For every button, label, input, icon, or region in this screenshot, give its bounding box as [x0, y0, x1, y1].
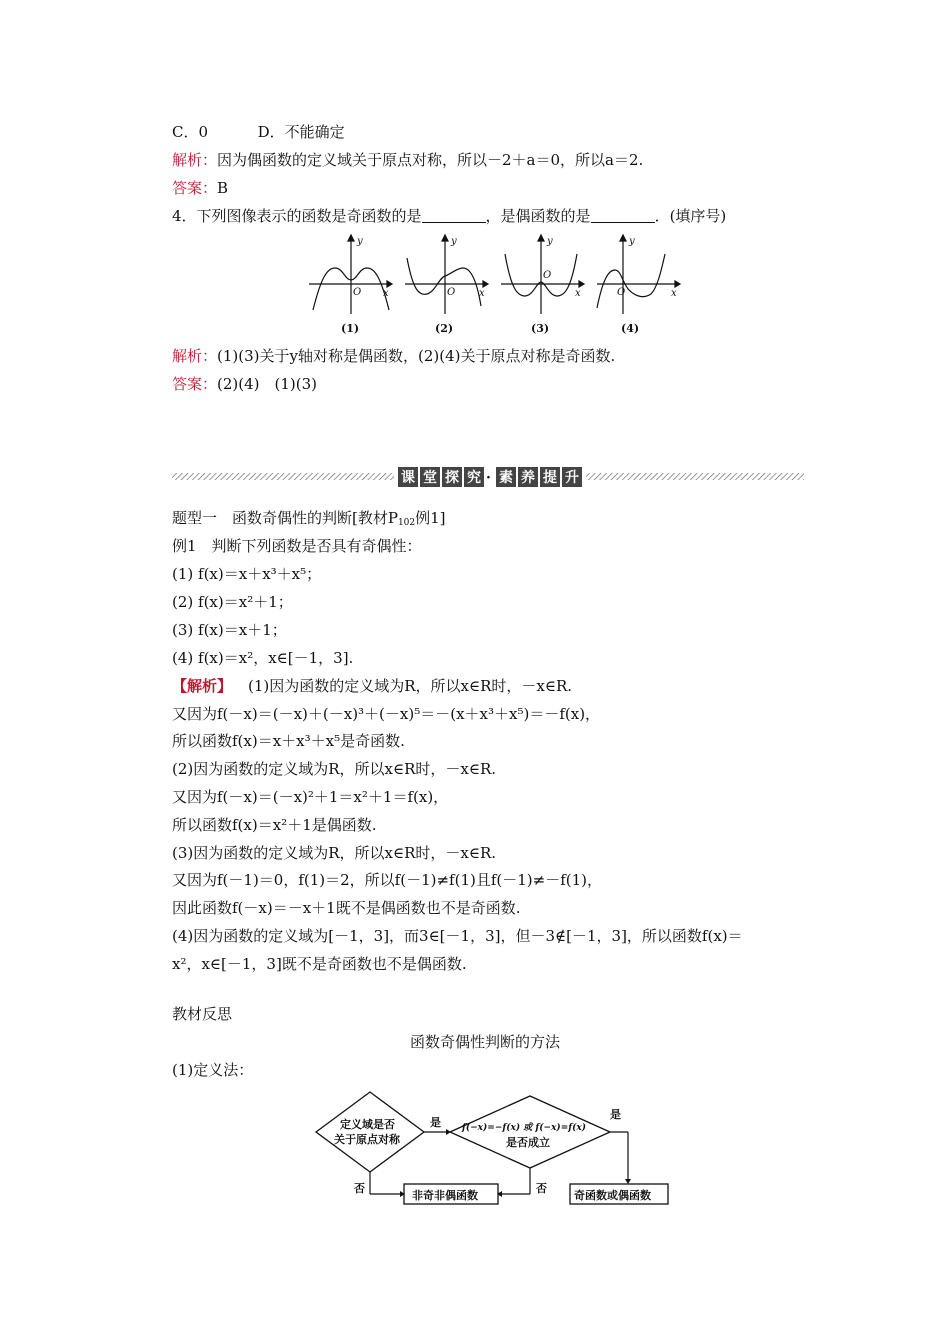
q4-middle: ，是偶函数的是: [485, 207, 591, 225]
banner-dot: ·: [486, 470, 491, 486]
axis-x-label: x: [671, 288, 677, 299]
flow-no-label: 否: [536, 1182, 547, 1195]
axis-y-label: y: [629, 236, 635, 247]
solution-line: (2)因为函数的定义域为R，所以x∈R时，－x∈R.: [172, 760, 497, 778]
result-neither-text: 非奇非偶函数: [412, 1189, 478, 1202]
q4-question: [172, 206, 726, 226]
answer-label: 答案：: [172, 375, 218, 393]
answer-blank-odd: [422, 208, 486, 223]
decision-text: f(−x)=−f(x) 或 f(−x)=f(x): [462, 1123, 586, 1133]
analysis-text: (1)(3)关于y轴对称是偶函数，(2)(4)关于原点对称是奇函数.: [217, 347, 616, 365]
result-odd-even-text: 奇函数或偶函数: [574, 1189, 651, 1202]
page-subscript: 102: [397, 518, 416, 528]
flow-no-label: 否: [354, 1182, 365, 1195]
analysis-text: 因为偶函数的定义域关于原点对称，所以－2＋a＝0，所以a＝2.: [217, 151, 644, 169]
graph-label: (2): [435, 322, 454, 335]
banner-char: 素: [499, 470, 513, 486]
q4-suffix: ．(填序号): [654, 207, 727, 225]
analysis-label: 解析：: [172, 347, 218, 365]
banner-char: 堂: [423, 470, 437, 486]
flow-yes-label: 是: [610, 1108, 621, 1121]
option-c: C．0: [172, 123, 209, 141]
example-title: 例1 判断下列函数是否具有奇偶性：: [172, 537, 422, 555]
type-heading: [172, 508, 446, 528]
reflection-heading: 教材反思: [172, 1005, 233, 1023]
q4-analysis: [172, 346, 615, 366]
solution-line: 又因为f(－x)＝(－x)²＋1＝x²＋1＝f(x)，: [172, 788, 449, 806]
type-heading-tail: 例1]: [415, 509, 446, 527]
example-item: (1) f(x)＝x＋x³＋x⁵；: [172, 565, 322, 583]
solution-line: [172, 676, 572, 696]
option-row: [172, 122, 345, 142]
section-banner: [172, 466, 804, 488]
solution-line: 又因为f(－1)＝0，f(1)＝2，所以f(－1)≠f(1)且f(－1)≠－f(1)，: [172, 871, 603, 889]
q3-analysis: [172, 150, 643, 170]
solution-text: (1)因为函数的定义域为R，所以x∈R时，－x∈R.: [248, 677, 573, 695]
axis-y-label: y: [451, 236, 457, 247]
decision-domain-symmetric: [316, 1092, 424, 1172]
answer-label: 答案：: [172, 179, 218, 197]
graph-label: (3): [531, 322, 550, 335]
banner-char: 课: [401, 470, 415, 486]
solution-line: (3)因为函数的定义域为R，所以x∈R时，－x∈R.: [172, 844, 497, 862]
decision-text: 定义域是否: [340, 1118, 395, 1131]
banner-char: 养: [521, 470, 535, 486]
answer-blank-even: [591, 208, 655, 223]
definition-flowchart: [312, 1088, 682, 1208]
graph-label: (1): [341, 322, 360, 335]
banner-char: 探: [445, 470, 459, 486]
solution-line: (4)因为函数的定义域为[－1，3]，而3∈[－1，3]，但－3∉[－1，3]，所以函数f(x)＝: [172, 927, 743, 945]
origin-label: O: [617, 287, 626, 298]
q3-answer: [172, 178, 228, 198]
analysis-label: 解析：: [172, 151, 218, 169]
banner-char: 究: [467, 470, 481, 486]
type-heading-text: 题型一 函数奇偶性的判断[教材P: [172, 509, 398, 527]
axis-y-label: y: [357, 236, 363, 247]
axis-x-label: x: [383, 288, 389, 299]
origin-label: O: [353, 287, 362, 298]
axis-x-label: x: [575, 288, 581, 299]
axis-y-label: y: [547, 236, 553, 247]
banner-char: 升: [565, 470, 579, 486]
function-graphs: [305, 232, 685, 340]
method-title: 函数奇偶性判断的方法: [410, 1033, 561, 1051]
option-d: D．不能确定: [257, 123, 345, 141]
example-item: (4) f(x)＝x²，x∈[－1，3].: [172, 649, 354, 667]
q4-answer: [172, 374, 317, 394]
example-item: (2) f(x)＝x²＋1；: [172, 593, 293, 611]
flow-yes-label: 是: [430, 1116, 441, 1129]
solution-line: 又因为f(－x)＝(－x)＋(－x)³＋(－x)⁵＝－(x＋x³＋x⁵)＝－f(x)，: [172, 705, 601, 723]
solution-line: x²，x∈[－1，3]既不是奇函数也不是偶函数.: [172, 955, 467, 973]
origin-label: O: [447, 287, 456, 298]
graph-label: (4): [621, 322, 640, 335]
decision-text: 关于原点对称: [334, 1133, 400, 1146]
origin-label: O: [543, 270, 552, 281]
axis-x-label: x: [479, 288, 485, 299]
solution-line: 所以函数f(x)＝x²＋1是偶函数.: [172, 816, 377, 834]
solution-line: 所以函数f(x)＝x＋x³＋x⁵是奇函数.: [172, 732, 405, 750]
answer-text: B: [217, 179, 229, 197]
method-1-label: (1)定义法：: [172, 1061, 254, 1079]
jiexi-tag: 【解析】: [172, 677, 233, 695]
banner-char: 提: [543, 470, 557, 486]
solution-line: 因此函数f(－x)＝－x＋1既不是偶函数也不是奇函数.: [172, 899, 521, 917]
q4-prefix: 4．下列图像表示的函数是奇函数的是: [172, 207, 422, 225]
example-item: (3) f(x)＝x＋1；: [172, 621, 287, 639]
answer-text: (2)(4) (1)(3): [217, 375, 318, 393]
decision-text: 是否成立: [506, 1136, 550, 1149]
